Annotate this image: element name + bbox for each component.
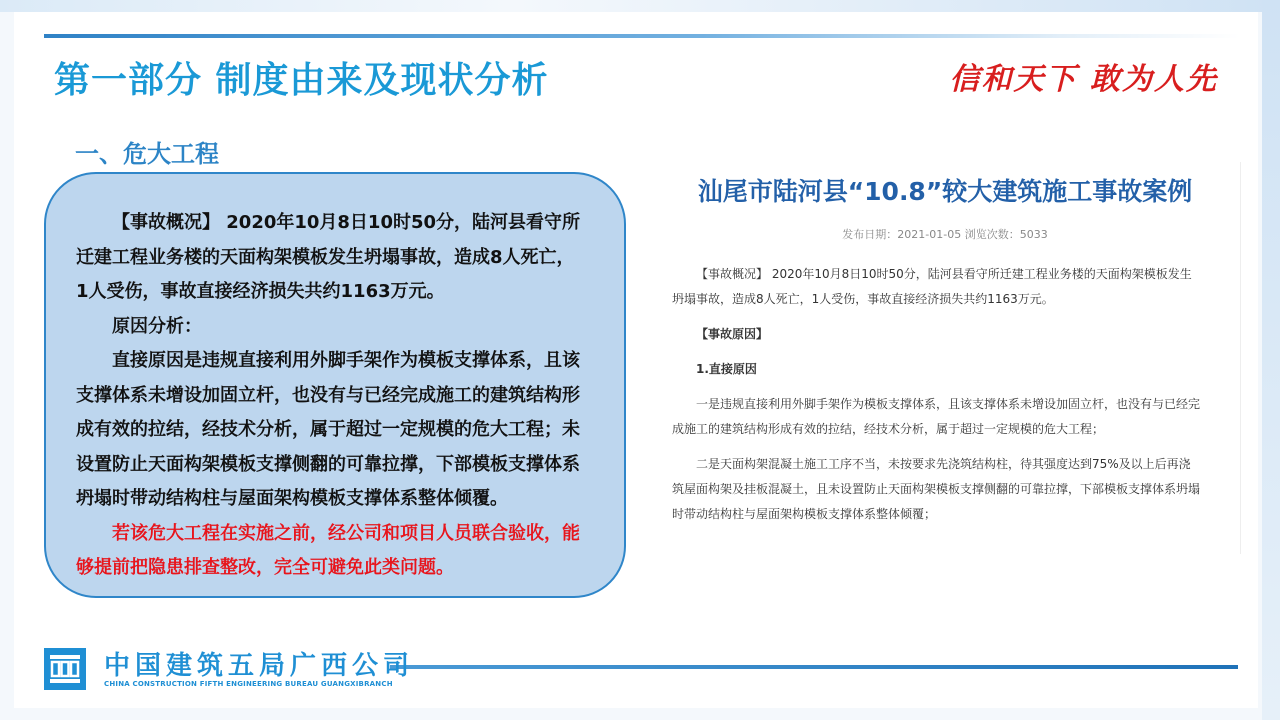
top-divider xyxy=(44,34,1240,38)
cscec-logo-icon xyxy=(44,648,86,690)
accident-overview: 【事故概况】 2020年10月8日10时50分，陆河县看守所迁建工程业务楼的天面构架模板发生坍塌事故，造成8人死亡，1人受伤，事故直接经济损失共约1163万元。 xyxy=(76,212,581,302)
accident-summary-card xyxy=(44,172,626,598)
conclusion-text: 若该危大工程在实施之前，经公司和项目人员联合验收，能够提前把隐患排查整改，完全可避免此类问题。 xyxy=(76,522,580,578)
article-screenshot xyxy=(650,162,1241,554)
cause-analysis-label: 原因分析： xyxy=(112,315,202,337)
article-body xyxy=(672,262,1202,537)
article-title: 汕尾市陆河县“10.8”较大建筑施工事故案例 xyxy=(697,177,1193,206)
right-frame xyxy=(1262,0,1280,720)
article-overview: 【事故概况】 2020年10月8日10时50分，陆河县看守所迁建工程业务楼的天面构架模板发生坍塌事故，造成8人死亡，1人受伤，事故直接经济损失共约1163万元。 xyxy=(672,267,1192,306)
company-name-cn: 中国建筑五局广西公司 xyxy=(104,651,415,681)
article-direct-heading: 1.直接原因 xyxy=(696,362,757,376)
article-cause-heading: 【事故原因】 xyxy=(696,327,769,341)
article-meta: 发布日期：2021-01-05 浏览次数：5033 xyxy=(842,228,1048,241)
article-point-one: 一是违规直接利用外脚手架作为模板支撑体系，且该支撑体系未增设加固立杆，也没有与已经完成施工的建筑结构形成有效的拉结，经技术分析，属于超过一定规模的危大工程； xyxy=(672,397,1201,436)
section-heading: 一、危大工程 xyxy=(75,140,219,168)
bottom-divider xyxy=(390,665,1238,669)
slide-title: 第一部分 制度由来及现状分析 xyxy=(54,60,549,101)
article-point-two: 二是天面构架混凝土施工工序不当，未按要求先浇筑结构柱，待其强度达到75%及以上后再浇筑屋面构架及挂板混凝土，且未设置防止天面构架模板支撑侧翻的可靠拉撑，下部模板支撑体系坍塌时带动结构柱与屋面架构模板支撑体系整体倾覆； xyxy=(672,457,1201,521)
slogan-calligraphy: 信和天下 敢为人先 xyxy=(949,62,1218,97)
top-frame xyxy=(0,0,1280,12)
direct-cause-text: 直接原因是违规直接利用外脚手架作为模板支撑体系，且该支撑体系未增设加固立杆，也没有与已经完成施工的建筑结构形成有效的拉结，经技术分析，属于超过一定规模的危大工程；未设置防止天面构架模板支撑侧翻的可靠拉撑，下部模板支撑体系坍塌时带动结构柱与屋面架构模板支撑体系整体倾覆。 xyxy=(76,350,580,509)
company-name-en: CHINA CONSTRUCTION FIFTH ENGINEERING BUREAU GUANGXIBRANCH xyxy=(104,680,393,688)
